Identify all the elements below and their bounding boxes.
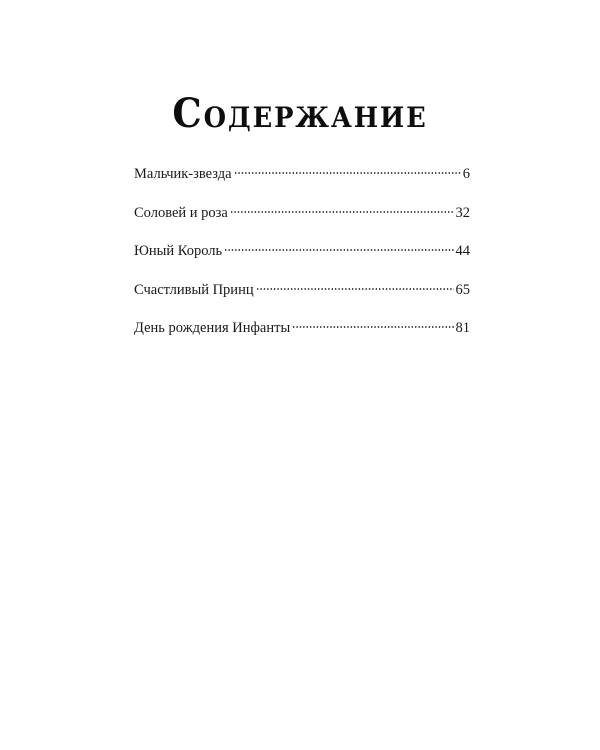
toc-entry xyxy=(134,318,470,357)
toc-entry-page-number: 44 xyxy=(455,243,470,259)
dot-leader xyxy=(256,287,454,291)
toc-entry-page-number: 65 xyxy=(455,281,470,298)
toc-entry xyxy=(134,241,470,280)
toc-entry-title: День рождения Инфанты xyxy=(134,320,291,336)
dot-leader xyxy=(292,325,453,329)
table-of-contents xyxy=(134,164,470,357)
dot-leader xyxy=(224,248,453,252)
toc-entry-page-number: 81 xyxy=(455,320,470,336)
dot-leader xyxy=(230,210,454,214)
page-title: Содержание xyxy=(172,89,428,137)
toc-entry-page-number: 6 xyxy=(462,166,470,182)
toc-entry-page-number: 32 xyxy=(455,204,470,221)
toc-entry-title: Юный Король xyxy=(134,243,223,259)
toc-entry-title: Счастливый Принц xyxy=(134,281,254,298)
dot-leader xyxy=(234,171,461,175)
toc-entry xyxy=(134,203,470,242)
toc-entry-title: Соловей и роза xyxy=(134,204,228,221)
toc-entry xyxy=(134,280,470,319)
toc-entry-title: Мальчик-звезда xyxy=(134,166,232,182)
toc-entry xyxy=(134,164,470,203)
